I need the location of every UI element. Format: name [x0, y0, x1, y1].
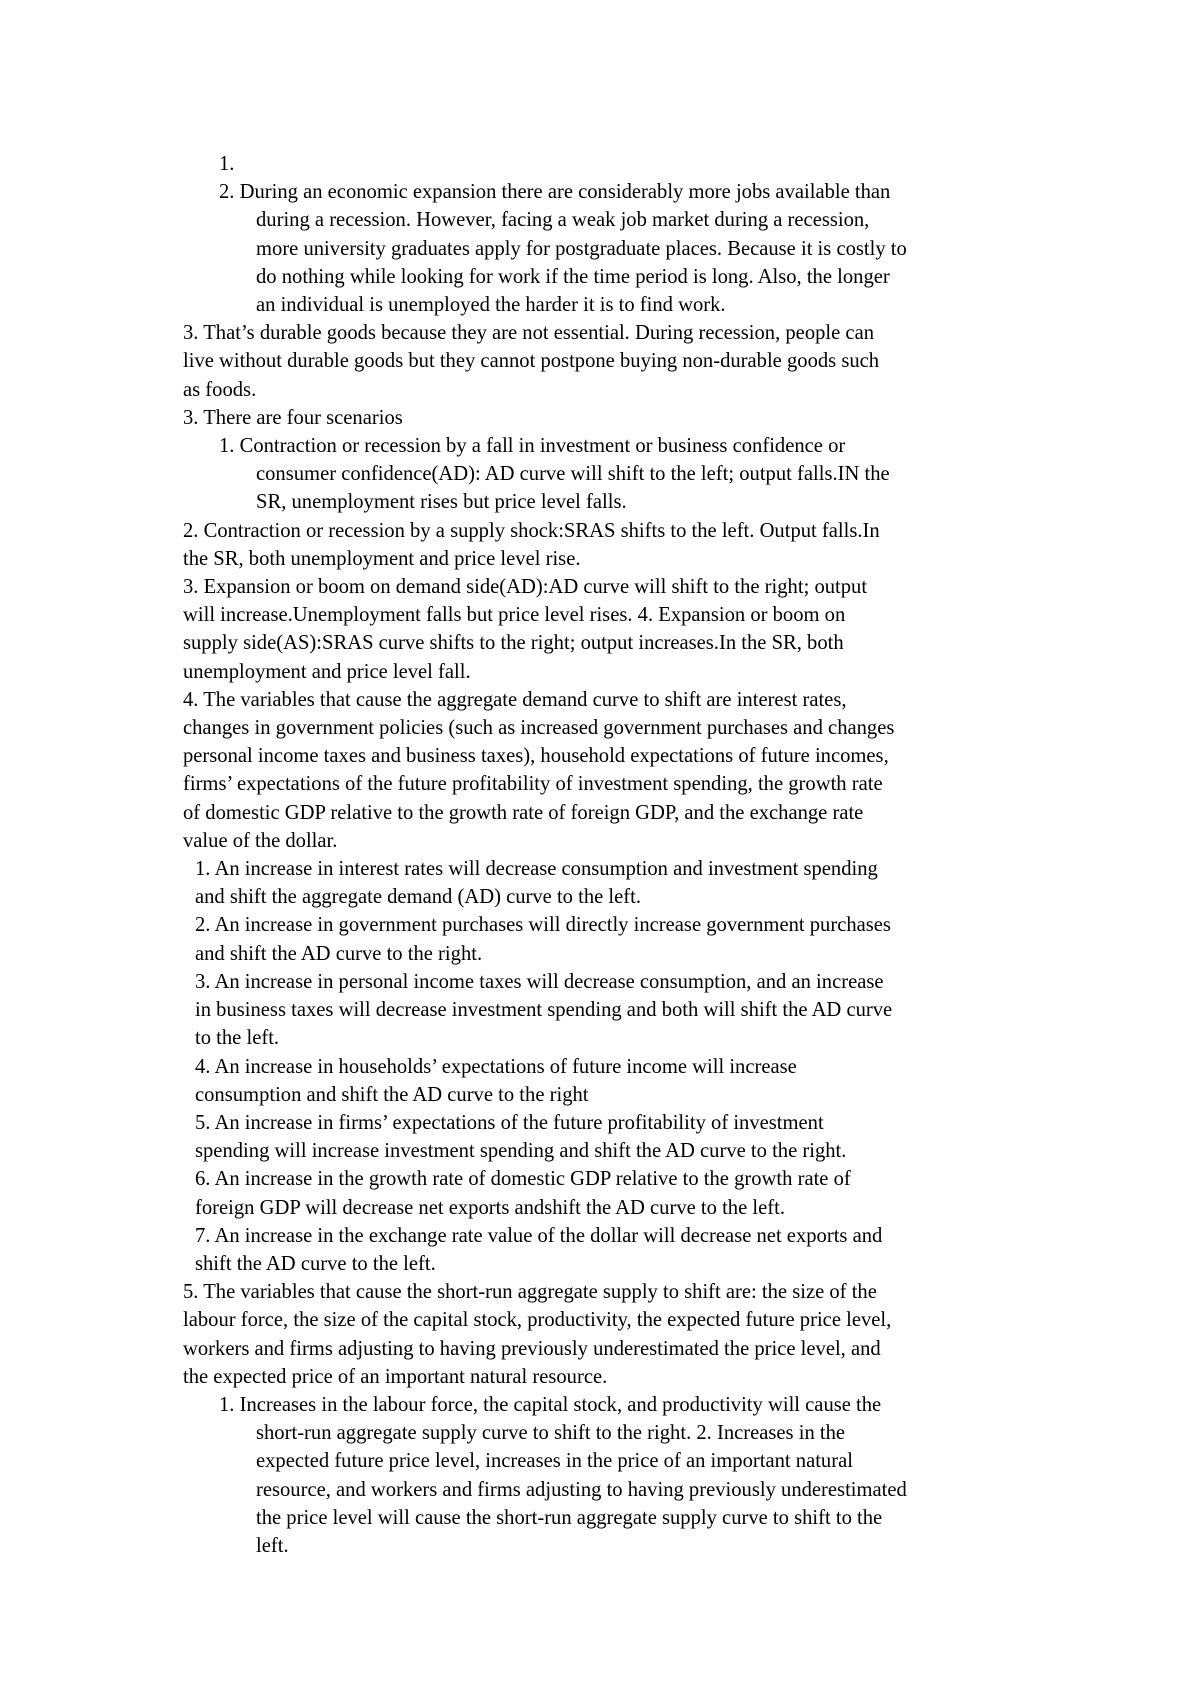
text-line: left. [256, 1534, 289, 1557]
text-line: the SR, both unemployment and price level rise. [183, 547, 581, 570]
text-line: 2. Contraction or recession by a supply shock:SRAS shifts to the left. Output falls.In [183, 519, 880, 542]
text-line: labour force, the size of the capital stock, productivity, the expected future price level, [183, 1309, 892, 1332]
text-line: 5. An increase in firms’ expectations of the future profitability of investment [195, 1111, 824, 1134]
list-item [195, 968, 1063, 1053]
text-line: personal income taxes and business taxes), household expectations of future incomes, [183, 745, 889, 768]
text-line: value of the dollar. [183, 829, 338, 852]
list-item [183, 432, 1063, 517]
text-line: 1. [219, 153, 235, 175]
text-line: foreign GDP will decrease net exports andshift the AD curve to the left. [195, 1196, 785, 1219]
list-item [195, 1165, 1063, 1221]
list-item [195, 911, 1063, 967]
text-line: changes in government policies (such as increased government purchases and changes [183, 717, 895, 740]
text-line: supply side(AS):SRAS curve shifts to the right; output increases.In the SR, both [183, 632, 844, 655]
paragraph [183, 404, 1063, 432]
paragraph [183, 517, 1063, 573]
text-line: 3. That’s durable goods because they are not essential. During recession, people can [183, 322, 875, 345]
text-line: 6. An increase in the growth rate of domestic GDP relative to the growth rate of [195, 1168, 851, 1191]
text-line: more university graduates apply for postgraduate places. Because it is costly to [256, 237, 907, 260]
text-line: and shift the AD curve to the right. [195, 942, 483, 965]
paragraph [183, 686, 1063, 855]
text-line: and shift the aggregate demand (AD) curve to the left. [195, 886, 642, 909]
text-line: 5. The variables that cause the short-run aggregate supply to shift are: the size of the [183, 1281, 877, 1304]
text-line: 2. An increase in government purchases will directly increase government purchases [195, 914, 891, 937]
text-line: resource, and workers and firms adjusting to having previously underestimated [256, 1478, 907, 1501]
text-line: to the left. [195, 1027, 280, 1050]
text-line: expected future price level, increases in the price of an important natural [256, 1450, 853, 1473]
text-line: 7. An increase in the exchange rate value of the dollar will decrease net exports and [195, 1224, 883, 1247]
text-line: the expected price of an important natural resource. [183, 1365, 608, 1388]
text-line: 1. Increases in the labour force, the capital stock, and productivity will cause the [219, 1393, 882, 1416]
text-line: 3. There are four scenarios [183, 406, 403, 429]
text-line: SR, unemployment rises but price level falls. [256, 491, 627, 514]
text-line: consumer confidence(AD): AD curve will shift to the left; output falls.IN the [256, 463, 890, 486]
text-line: during a recession. However, facing a weak job market during a recession, [256, 209, 870, 232]
list-item [195, 1053, 1063, 1109]
text-line: 3. An increase in personal income taxes will decrease consumption, and an increase [195, 970, 884, 993]
text-line: an individual is unemployed the harder it is to find work. [256, 294, 726, 317]
list-item [183, 178, 1063, 319]
text-line: consumption and shift the AD curve to the right [195, 1083, 589, 1106]
text-line: in business taxes will decrease investment spending and both will shift the AD curve [195, 999, 893, 1022]
list-item [195, 1109, 1063, 1165]
text-line: 2. During an economic expansion there are considerably more jobs available than [219, 181, 891, 204]
text-line: live without durable goods but they cannot postpone buying non-durable goods such [183, 350, 880, 373]
list-item [195, 1222, 1063, 1278]
paragraph [183, 319, 1063, 404]
paragraph [183, 573, 1063, 686]
text-line: do nothing while looking for work if the time period is long. Also, the longer [256, 265, 890, 288]
text-line: of domestic GDP relative to the growth rate of foreign GDP, and the exchange rate [183, 801, 864, 824]
paragraph [183, 1278, 1063, 1391]
document-body [183, 150, 1063, 1560]
text-line: 4. The variables that cause the aggregate demand curve to shift are interest rates, [183, 688, 847, 711]
text-line: 1. An increase in interest rates will decrease consumption and investment spending [195, 858, 878, 881]
text-line: as foods. [183, 378, 257, 401]
list-item [195, 855, 1063, 911]
list-item [219, 150, 1063, 178]
text-line: 4. An increase in households’ expectations of future income will increase [195, 1055, 797, 1078]
text-line: unemployment and price level fall. [183, 660, 471, 683]
text-line: 1. Contraction or recession by a fall in investment or business confidence or [219, 435, 846, 458]
text-line: will increase.Unemployment falls but price level rises. 4. Expansion or boom on [183, 604, 846, 627]
text-line: 3. Expansion or boom on demand side(AD):AD curve will shift to the right; output [183, 576, 868, 599]
text-line: spending will increase investment spending and shift the AD curve to the right. [195, 1140, 847, 1163]
text-line: shift the AD curve to the left. [195, 1252, 436, 1275]
text-line: the price level will cause the short-run aggregate supply curve to shift to the [256, 1506, 883, 1529]
text-line: workers and firms adjusting to having previously underestimated the price level, and [183, 1337, 881, 1360]
list-item [183, 1391, 1063, 1560]
text-line: short-run aggregate supply curve to shift to the right. 2. Increases in the [256, 1422, 846, 1445]
text-line: firms’ expectations of the future profitability of investment spending, the growth rate [183, 773, 883, 796]
